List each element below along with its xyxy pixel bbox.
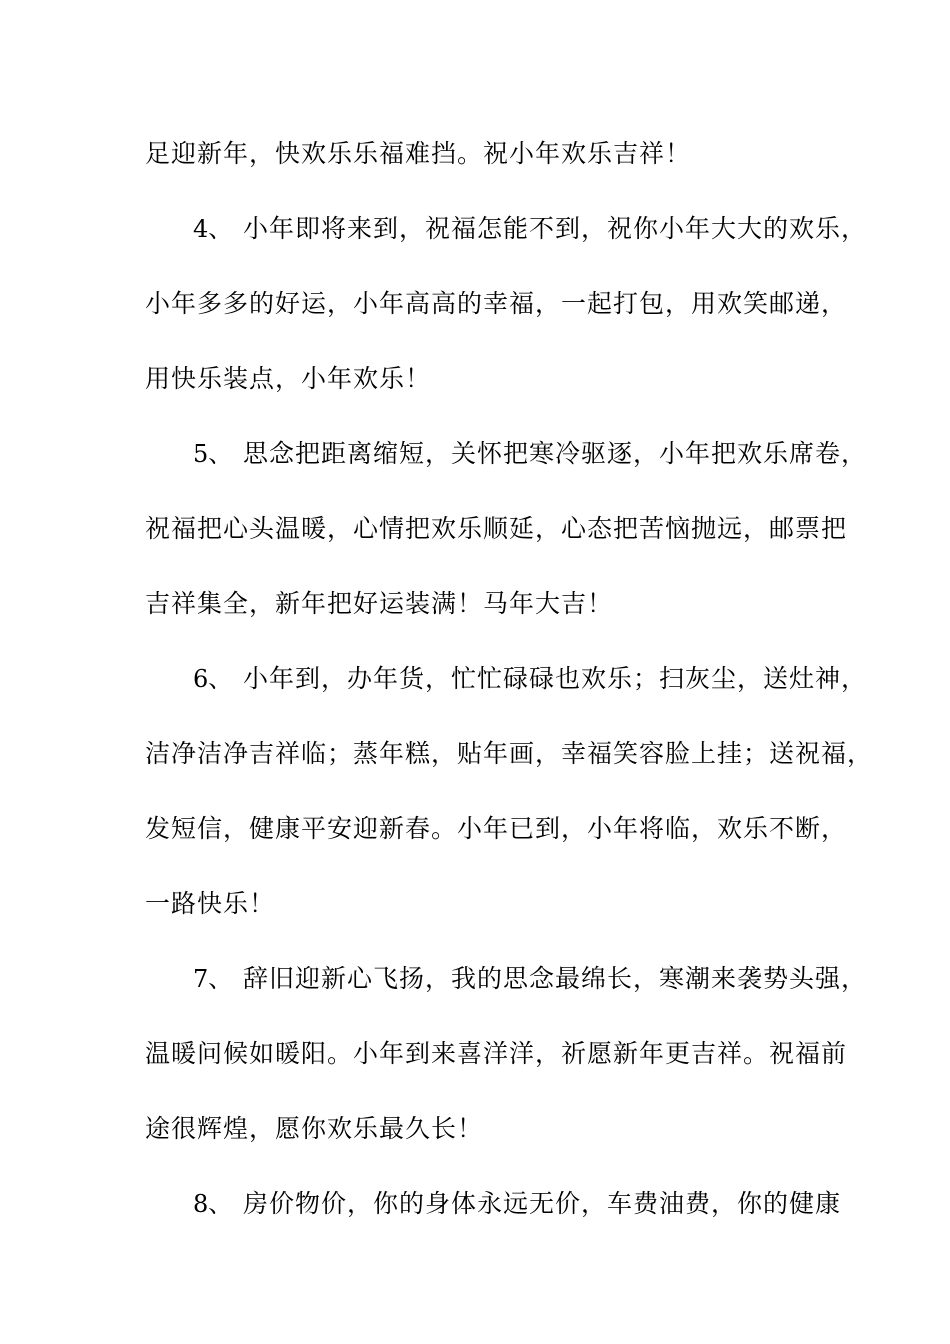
item-6-line-4: 一路快乐！ bbox=[145, 889, 276, 918]
item-6-line-1: 小年到，办年货，忙忙碌碌也欢乐；扫灰尘，送灶神， bbox=[243, 664, 868, 693]
paragraph-continuation: 足迎新年，快欢乐乐福难挡。祝小年欢乐吉祥！ bbox=[145, 139, 692, 168]
item-6-line-2: 洁净洁净吉祥临；蒸年糕，贴年画，幸福笑容脸上挂；送祝福， bbox=[145, 739, 874, 768]
item-8-line-1: 房价物价，你的身体永远无价，车费油费，你的健康 bbox=[243, 1189, 842, 1218]
item-number-4: 4、 bbox=[193, 215, 233, 243]
item-number-5: 5、 bbox=[193, 440, 233, 468]
item-4-line-2: 小年多多的好运，小年高高的幸福，一起打包，用欢笑邮递， bbox=[145, 289, 848, 318]
item-5-line-3: 吉祥集全，新年把好运装满！马年大吉！ bbox=[145, 589, 614, 618]
item-number-6: 6、 bbox=[193, 665, 233, 693]
item-5-line-2: 祝福把心头温暖，心情把欢乐顺延，心态把苦恼抛远，邮票把 bbox=[145, 514, 848, 543]
item-7-line-2: 温暖问候如暖阳。小年到来喜洋洋，祈愿新年更吉祥。祝福前 bbox=[145, 1039, 848, 1068]
item-4-line-3: 用快乐装点，小年欢乐！ bbox=[145, 364, 432, 393]
item-7-line-3: 途很辉煌，愿你欢乐最久长！ bbox=[145, 1114, 484, 1143]
item-7-line-1: 辞旧迎新心飞扬，我的思念最绵长，寒潮来袭势头强， bbox=[243, 964, 868, 993]
item-6-line-3: 发短信，健康平安迎新春。小年已到，小年将临，欢乐不断， bbox=[145, 814, 848, 843]
item-number-8: 8、 bbox=[193, 1190, 233, 1218]
item-number-7: 7、 bbox=[193, 965, 233, 993]
item-4-line-1: 小年即将来到，祝福怎能不到，祝你小年大大的欢乐， bbox=[243, 214, 868, 243]
item-5-line-1: 思念把距离缩短，关怀把寒冷驱逐，小年把欢乐席卷， bbox=[243, 439, 868, 468]
